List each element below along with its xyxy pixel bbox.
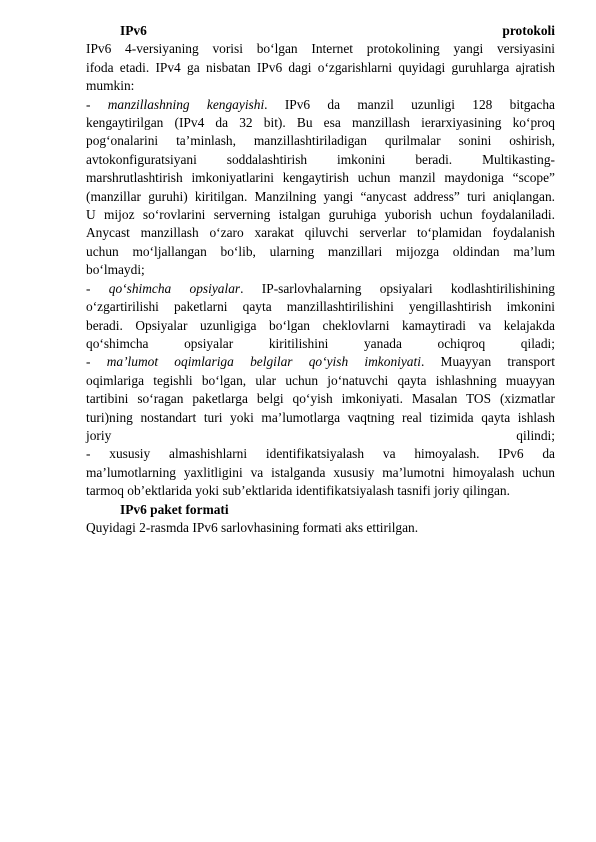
text-line: - xususiy almashishlarni identifikatsiyalash va himoyalash. IPv6 da	[86, 446, 555, 462]
section-title	[86, 22, 555, 40]
text-line: o‘zgartirilishi paketlarni qayta manzillashtirilishini yengillashtirish imkonini	[86, 299, 555, 315]
list-item-flow-labeling	[86, 353, 555, 445]
text-line: (manzillar guruhi) kiritilgan. Manzilning yangi “anycast address” turi aniqlangan.	[86, 188, 555, 204]
item-prefix: -	[86, 96, 108, 112]
text-line: U mijoz so‘rovlarini serverning istalgan guruhiga yuborish uchun foydalaniladi.	[86, 207, 555, 223]
document-page	[86, 22, 555, 537]
text-line: qo‘shimcha opsiyalar kiritilishini yanada ochiqroq qiladi;	[86, 335, 555, 351]
subsection-heading: IPv6 paket formati	[120, 501, 229, 517]
list-item-address-expansion	[86, 96, 555, 280]
text-line: tarmoq ob’ektlarida yoki sub’ektlarida identifikatsiyalash tasnifi joriy qilingan.	[86, 483, 510, 499]
item-term: ma’lumot oqimlariga belgilar qo‘yish imkoniyati	[106, 354, 421, 370]
item-text: . Muayyan transport	[420, 354, 555, 370]
text-line: turi)ning nostandart turi yoki ma’lumotlarga vaqtning real tizimida qayta ishlash	[86, 409, 555, 425]
text-line: ma’lumotlarning yaxlitligini va istalganda xususiy ma’lumotni himoyalash uchun	[86, 464, 555, 480]
text-line: avtokonfiguratsiyani soddalashtirish imkonini beradi. Multikasting-	[86, 151, 555, 167]
text-line: kengaytirilgan (IPv4 da 32 bit). Bu esa manzillash ierarxiyasining ko‘proq	[86, 115, 555, 131]
text-line: IPv6 4-versiyaning vorisi bo‘lgan Internet protokolining yangi versiyasini	[86, 41, 555, 57]
title-left: IPv6	[120, 23, 147, 38]
text-line: marshrutlashtirish imkoniyatlarini kengaytirish uchun manzil maydoniga “scope”	[86, 170, 555, 186]
list-item-authentication	[86, 445, 555, 500]
text-line: beradi. Opsiyalar uzunligiga bo‘lgan cheklovlarni kamaytiradi va kelajakda	[86, 317, 555, 333]
text-line	[86, 353, 555, 371]
text-line: ifoda etadi. IPv4 ga nisbatan IPv6 dagi o‘zgarishlarni quyidagi guruhlarga ajratish	[86, 59, 555, 75]
text-line: bo‘lmaydi;	[86, 262, 145, 278]
text-line: uchun mo‘ljallangan bo‘lib, ularning manzillari mijozga oldindan ma’lum	[86, 243, 555, 259]
text-line: Anycast manzillash o‘zaro xarakat qiluvchi serverlar to‘plamidan foydalanish	[86, 225, 555, 241]
item-term: qo‘shimcha opsiyalar	[108, 280, 241, 296]
text-line: oqimlariga tegishli bo‘lgan, ular uchun jo‘natuvchi qayta ishlashning muayyan	[86, 372, 555, 388]
text-line	[86, 96, 555, 114]
text-line	[86, 280, 555, 298]
text-line: tartibini so‘ragan paketlarga belgi qo‘yish imkoniyati. Masalan TOS (xizmatlar	[86, 391, 555, 407]
list-item-additional-options	[86, 280, 555, 354]
title-right: protokoli	[502, 23, 555, 38]
item-text: . IPv6 da manzil uzunligi 128 bitgacha	[264, 96, 556, 112]
intro-paragraph	[86, 40, 555, 95]
subsection-text: Quyidagi 2-rasmda IPv6 sarlovhasining formati aks ettirilgan.	[86, 519, 419, 535]
text-line: pog‘onalarini ta’minlash, manzillashtiriladigan qurilmalar sonini oshirish,	[86, 133, 555, 149]
text-line: mumkin:	[86, 78, 135, 94]
item-prefix: -	[86, 354, 107, 370]
item-text: . IP-sarlovhalarning opsiyalari kodlashtirilishining	[240, 280, 555, 296]
item-prefix: -	[86, 280, 109, 296]
text-line: joriy qilindi;	[86, 427, 555, 443]
item-term: manzillashning kengayishi	[107, 96, 265, 112]
